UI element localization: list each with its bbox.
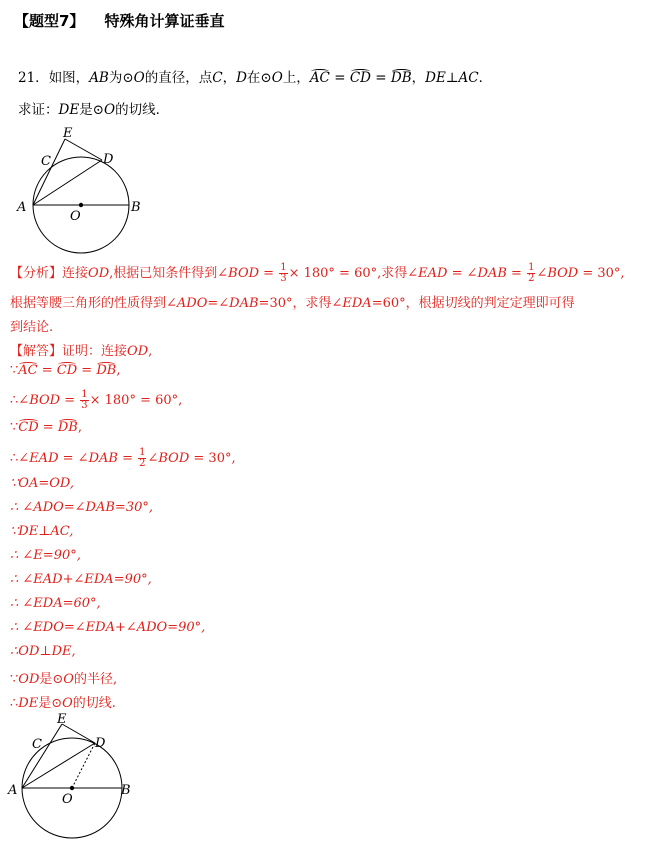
math-eq: = xyxy=(38,420,58,435)
solution-line-3 xyxy=(10,420,82,435)
arc-DB: DB xyxy=(57,420,78,435)
analysis-text: =∠ xyxy=(207,296,230,311)
solution-text: DE⊥AC, xyxy=(18,524,74,539)
therefore-symbol: ∴ xyxy=(10,696,19,711)
heading-tag: 【题型7】 xyxy=(14,12,85,30)
solution-text: = 30°, xyxy=(189,451,236,466)
therefore-symbol: ∴ xyxy=(10,572,19,587)
math-C: C xyxy=(212,70,223,86)
math-eq: = xyxy=(370,70,391,86)
label-C: C xyxy=(32,737,42,752)
math-eq: = xyxy=(259,266,279,281)
therefore-symbol: ∴ xyxy=(10,548,19,563)
frac-num: 1 xyxy=(139,447,146,458)
label-O: O xyxy=(62,792,73,807)
because-symbol: ∵ xyxy=(10,476,19,491)
arc-AC: AC xyxy=(18,363,38,378)
prove-text: 的切线． xyxy=(115,102,170,118)
center-point xyxy=(70,786,74,790)
problem-text: 如图， xyxy=(48,70,90,86)
solution-text: ∠EAD+∠EDA=90°, xyxy=(18,572,152,587)
math-eq: = xyxy=(60,393,80,408)
solution-text: , xyxy=(116,363,121,378)
problem-text: ， xyxy=(411,70,426,86)
prove-text: 是⊙ xyxy=(79,102,104,118)
solution-text: ∠EDA=60°, xyxy=(18,596,101,611)
solution-line-0 xyxy=(10,340,152,359)
section-heading xyxy=(14,10,224,31)
prove-label: 求证： xyxy=(18,102,59,118)
problem-statement xyxy=(18,66,492,86)
analysis-text: 连接 xyxy=(62,266,89,281)
because-symbol: ∵ xyxy=(10,524,19,539)
because-symbol: ∵ xyxy=(10,420,19,435)
math-OD: OD xyxy=(18,672,40,687)
frac-den: 3 xyxy=(81,400,88,411)
math-O: O xyxy=(133,70,145,86)
math-eq: = xyxy=(37,363,57,378)
solution-text: ∠ xyxy=(147,451,159,466)
math-DAB: DAB xyxy=(229,296,259,311)
math-BOD: BOD xyxy=(547,266,579,281)
solution-line-6 xyxy=(10,500,153,515)
because-symbol: ∵ xyxy=(10,672,19,687)
solution-line-8 xyxy=(10,548,81,563)
math-eq: = xyxy=(329,70,350,86)
therefore-symbol: ∴ xyxy=(10,596,19,611)
math-ADO: ADO xyxy=(176,296,208,311)
analysis-text: 到结论. xyxy=(10,320,54,335)
analysis-text: =30°，求得∠ xyxy=(258,296,343,311)
math-O: O xyxy=(63,672,74,687)
label-C: C xyxy=(41,154,51,169)
math-OD: OD xyxy=(127,344,149,359)
solution-line-4 xyxy=(10,448,236,469)
label-O: O xyxy=(70,209,81,224)
frac-den: 3 xyxy=(280,273,287,284)
problem-number: 21． xyxy=(18,70,49,86)
frac-num: 1 xyxy=(280,262,287,273)
solution-line-13 xyxy=(10,668,117,687)
solution-text: ∠ xyxy=(18,451,30,466)
solution-line-5 xyxy=(10,476,74,491)
label-D: D xyxy=(103,152,114,167)
solution-text: OA=OD, xyxy=(18,476,74,491)
problem-text: 上， xyxy=(282,70,310,86)
math-DAB: DAB xyxy=(88,451,118,466)
analysis-line-2 xyxy=(10,292,575,311)
solution-text: , xyxy=(148,344,153,359)
analysis-text: =60°，根据切线的判定定理即可得 xyxy=(371,296,575,311)
arc-DB: DB xyxy=(390,70,412,86)
frac-num: 1 xyxy=(528,262,535,273)
math-eq: = xyxy=(77,363,97,378)
math-O: O xyxy=(62,696,73,711)
analysis-text: ∠ xyxy=(536,266,548,281)
solution-line-14 xyxy=(10,692,116,711)
therefore-symbol: ∴ xyxy=(10,393,19,408)
solution-text: ∠ADO=∠DAB=30°, xyxy=(18,500,153,515)
solution-text: 证明：连接 xyxy=(62,344,128,359)
fraction-one-half xyxy=(527,263,535,284)
line-ED xyxy=(62,724,95,743)
label-A: A xyxy=(8,783,18,798)
prove-statement xyxy=(18,98,169,118)
fraction-one-half xyxy=(138,448,146,469)
solution-text: 的半径, xyxy=(73,672,118,687)
solution-text: ∠ xyxy=(18,393,30,408)
math-DE: DE xyxy=(58,102,80,118)
line-AE xyxy=(22,724,62,788)
problem-text: 在⊙ xyxy=(246,70,272,86)
therefore-symbol: ∴ xyxy=(10,500,19,515)
arc-CD: CD xyxy=(349,70,371,86)
frac-num: 1 xyxy=(81,389,88,400)
math-BOD: BOD xyxy=(29,393,61,408)
therefore-symbol: ∴ xyxy=(10,644,19,659)
math-AB: AB xyxy=(89,70,109,86)
analysis-text: ,根据已知条件得到∠ xyxy=(109,266,229,281)
solution-line-1 xyxy=(10,363,120,378)
label-A: A xyxy=(17,200,27,215)
solution-text: ∠EDO=∠EDA+∠ADO=90°, xyxy=(18,620,206,635)
figure-2 xyxy=(4,710,150,840)
label-B: B xyxy=(121,783,131,798)
because-symbol: ∵ xyxy=(10,363,19,378)
problem-text: 的直径，点 xyxy=(144,70,213,86)
math-EAD: EAD xyxy=(418,266,448,281)
label-B: B xyxy=(131,200,141,215)
frac-den: 2 xyxy=(139,458,146,469)
solution-text: OD⊥DE, xyxy=(18,644,76,659)
fraction-one-third xyxy=(80,390,88,411)
heading-title: 特殊角计算证垂直 xyxy=(104,12,225,30)
analysis-text: = 30°, xyxy=(578,266,625,281)
solution-text: = ∠ xyxy=(58,451,89,466)
arc-DB: DB xyxy=(96,363,117,378)
math-eq: = xyxy=(506,266,527,281)
therefore-symbol: ∴ xyxy=(10,451,19,466)
solution-line-2 xyxy=(10,390,182,411)
solution-text: 是⊙ xyxy=(39,672,64,687)
math-O: O xyxy=(104,102,116,118)
math-EAD: EAD xyxy=(29,451,59,466)
math-O: O xyxy=(271,70,283,86)
math-EDA: EDA xyxy=(342,296,372,311)
analysis-line-3 xyxy=(10,316,53,335)
therefore-symbol: ∴ xyxy=(10,620,19,635)
math-DE-perp-AC: DE⊥AC xyxy=(425,70,479,86)
arc-CD: CD xyxy=(18,420,39,435)
math-D: D xyxy=(236,70,247,86)
center-point xyxy=(79,203,83,207)
arc-AC: AC xyxy=(309,70,330,86)
solution-text: 是⊙ xyxy=(38,696,63,711)
analysis-line-1 xyxy=(10,262,625,284)
label-E: E xyxy=(57,712,67,727)
solution-line-11 xyxy=(10,620,205,635)
fraction-one-third xyxy=(279,263,287,284)
solution-text: 的切线. xyxy=(72,696,116,711)
solution-line-12 xyxy=(10,644,76,659)
solution-text: × 180° = 60°, xyxy=(89,393,183,408)
analysis-text: × 180° = 60°,求得∠ xyxy=(288,266,419,281)
problem-text: ． xyxy=(478,70,493,86)
math-DE: DE xyxy=(18,696,39,711)
math-BOD: BOD xyxy=(158,451,190,466)
math-DAB: DAB xyxy=(477,266,507,281)
label-E: E xyxy=(63,126,73,141)
solution-text: ∠E=90°, xyxy=(18,548,81,563)
arc-CD: CD xyxy=(56,363,78,378)
figure-1 xyxy=(10,125,150,255)
analysis-text: 根据等腰三角形的性质得到∠ xyxy=(10,296,177,311)
problem-text: 为⊙ xyxy=(108,70,134,86)
analysis-tag: 【分析】 xyxy=(10,266,63,281)
analysis-text: = ∠ xyxy=(447,266,478,281)
solution-line-7 xyxy=(10,524,73,539)
math-eq: = xyxy=(117,451,138,466)
solution-text: , xyxy=(77,420,82,435)
math-BOD: BOD xyxy=(228,266,260,281)
label-D: D xyxy=(95,736,106,751)
problem-text: ， xyxy=(222,70,237,86)
math-OD: OD xyxy=(88,266,110,281)
solution-tag: 【解答】 xyxy=(10,344,63,359)
solution-line-9 xyxy=(10,572,152,587)
solution-line-10 xyxy=(10,596,101,611)
frac-den: 2 xyxy=(528,273,535,284)
